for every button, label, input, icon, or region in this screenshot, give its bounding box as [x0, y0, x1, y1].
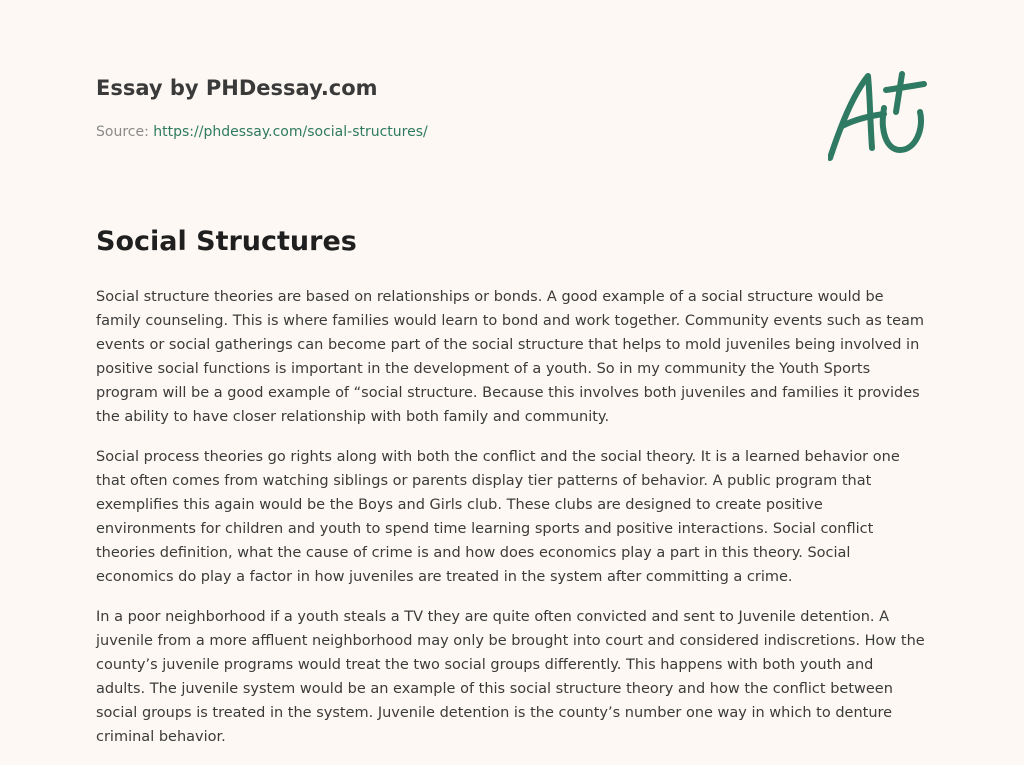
paragraph: Social structure theories are based on relationships or bonds. A good example of a social structure would be family counseling. This is where families would learn to bond and work together. Community events such as team events or social gatherings can become part of the social structure that helps to mold juveniles being involved in positive social functions is important in the development of a youth. So in my community the Youth Sports program will be a good example of “social structure. Because this involves both juveniles and families it provides the ability to have closer relationship with both family and community. [96, 289, 925, 425]
source-link[interactable]: https://phdessay.com/social-structures/ [153, 124, 428, 140]
source-line [96, 124, 428, 140]
article-body [96, 285, 926, 765]
brand-title: Essay by PHDessay.com [96, 76, 378, 100]
source-label: Source: [96, 124, 149, 140]
paragraph: Social process theories go rights along with both the conflict and the social theory. It is a learned behavior one that often comes from watching siblings or parents display tier patterns of behavior. A public program that exemplifies this again would be the Boys and Girls club. These clubs are designed to create positive environments for children and youth to spend time learning sports and positive interactions. Social conflict theories definition, what the cause of crime is and how does economics play a part in this theory. Social economics do play a factor in how juveniles are treated in the system after committing a crime. [96, 449, 900, 585]
a-plus-logo-icon [828, 68, 928, 164]
page-title: Social Structures [96, 226, 357, 257]
paragraph: In a poor neighborhood if a youth steals a TV they are quite often convicted and sent to Juvenile detention. A juvenile from a more affluent neighborhood may only be brought into court and considered indiscretions. How the county’s juvenile programs would treat the two social groups differently. This happens with both youth and adults. The juvenile system would be an example of this social structure theory and how the conflict between social groups is treated in the system. Juvenile detention is the county’s number one way in which to denture criminal behavior. [96, 609, 925, 745]
